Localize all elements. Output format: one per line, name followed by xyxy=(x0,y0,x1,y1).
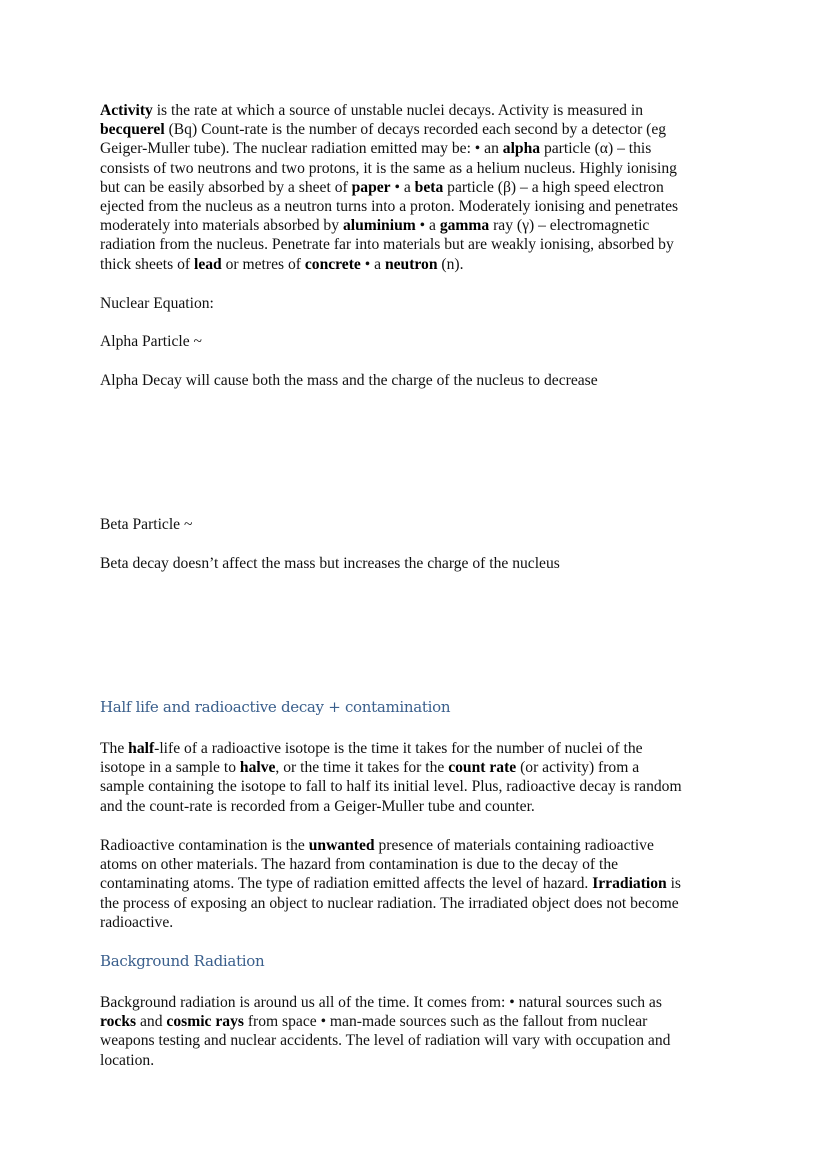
text-run: sample containing the isotope to fall to half its initial level. Plus, radioactive decay is random xyxy=(100,778,682,796)
text-line xyxy=(100,993,732,1012)
text-run: and xyxy=(136,1013,167,1031)
text-line xyxy=(100,120,732,139)
text-run: thick sheets of xyxy=(100,255,194,273)
background-radiation-heading: Background Radiation xyxy=(100,952,265,970)
bold-term: count rate xyxy=(448,759,517,777)
background-radiation-paragraph xyxy=(100,993,732,1070)
text-line xyxy=(100,797,732,816)
text-line xyxy=(100,894,732,913)
alpha-particle-label: Alpha Particle ~ xyxy=(100,333,202,350)
text-run: particle (β) – a high speed electron xyxy=(443,178,664,196)
bold-term: alpha xyxy=(502,140,541,158)
bold-term: concrete xyxy=(304,255,361,273)
text-run: but can be easily absorbed by a sheet of xyxy=(100,178,352,196)
text-run: radiation from the nucleus. Penetrate far into materials but are weakly ionising, absorbed by xyxy=(100,236,674,254)
text-run: (n). xyxy=(437,255,464,273)
text-run: (Bq) Count-rate is the number of decays recorded each second by a detector (eg xyxy=(164,121,667,139)
text-run: Geiger-Muller tube). The nuclear radiation emitted may be: • an xyxy=(100,140,503,158)
text-run: The xyxy=(100,740,129,757)
text-run: is xyxy=(666,875,682,893)
text-line xyxy=(100,216,732,235)
bold-term: neutron xyxy=(384,255,438,273)
text-run: -life of a radioactive isotope is the time it takes for the number of nuclei of the xyxy=(154,740,643,757)
bold-term: lead xyxy=(193,255,222,273)
bold-term: becquerel xyxy=(100,121,165,139)
alpha-decay-text: Alpha Decay will cause both the mass and the charge of the nucleus to decrease xyxy=(100,372,598,389)
text-line xyxy=(100,1031,732,1050)
text-run: atoms on other materials. The hazard from contamination is due to the decay of the xyxy=(100,856,619,874)
text-run: isotope in a sample to xyxy=(100,759,240,777)
text-line xyxy=(100,913,732,932)
text-line xyxy=(100,255,732,274)
text-run: ejected from the nucleus as a neutron turns into a proton. Moderately ionising and penetrates xyxy=(100,198,679,216)
text-run: contaminating atoms. The type of radiation emitted affects the level of hazard. xyxy=(100,875,593,893)
bold-term: unwanted xyxy=(308,837,375,854)
text-run: • a xyxy=(390,178,415,196)
text-line xyxy=(100,101,732,120)
bold-term: half xyxy=(128,740,155,757)
bold-term: gamma xyxy=(439,217,490,235)
text-run: location. xyxy=(100,1051,155,1069)
text-run: the process of exposing an object to nuclear radiation. The irradiated object does not become xyxy=(100,894,679,912)
text-line xyxy=(100,139,732,158)
text-run: moderately into materials absorbed by xyxy=(100,217,343,235)
bold-term: aluminium xyxy=(342,217,416,235)
text-run: particle (α) – this xyxy=(540,140,652,158)
contamination-paragraph xyxy=(100,836,732,932)
beta-decay-text: Beta decay doesn’t affect the mass but increases the charge of the nucleus xyxy=(100,555,560,572)
text-line xyxy=(100,197,732,216)
half-life-paragraph xyxy=(100,739,732,816)
bold-term: Activity xyxy=(100,102,153,119)
bold-term: rocks xyxy=(100,1013,137,1031)
text-run: and the count-rate is recorded from a Geiger-Muller tube and counter. xyxy=(100,797,535,815)
beta-particle-label: Beta Particle ~ xyxy=(100,516,193,533)
text-line xyxy=(100,739,732,758)
bold-term: paper xyxy=(351,178,391,196)
text-line xyxy=(100,1051,732,1070)
text-run: Background radiation is around us all of the time. It comes from: • natural sources such as xyxy=(100,994,662,1011)
text-line xyxy=(100,855,732,874)
bold-term: Irradiation xyxy=(592,875,667,893)
text-run: radioactive. xyxy=(100,913,174,931)
text-line xyxy=(100,235,732,254)
text-run: , or the time it takes for the xyxy=(275,759,449,777)
text-line xyxy=(100,178,732,197)
half-life-heading: Half life and radioactive decay + contamination xyxy=(100,698,451,716)
text-run: (or activity) from a xyxy=(516,759,640,777)
text-line xyxy=(100,758,732,777)
text-line xyxy=(100,874,732,893)
text-run: consists of two neutrons and two protons, it is the same as a helium nucleus. Highly ionising xyxy=(100,159,677,177)
bold-term: halve xyxy=(239,759,276,777)
text-run: or metres of xyxy=(221,255,305,273)
text-run: weapons testing and nuclear accidents. The level of radiation will vary with occupation and xyxy=(100,1032,671,1050)
text-line xyxy=(100,1012,732,1031)
text-run: is the rate at which a source of unstable nuclei decays. Activity is measured in xyxy=(152,102,644,119)
text-line xyxy=(100,777,732,796)
text-run: presence of materials containing radioactive xyxy=(374,837,654,854)
text-line xyxy=(100,159,732,178)
text-run: • a xyxy=(415,217,440,235)
text-run: from space • man-made sources such as the fallout from nuclear xyxy=(243,1013,648,1031)
bold-term: cosmic rays xyxy=(166,1013,244,1031)
bold-term: beta xyxy=(414,178,444,196)
nuclear-equation-label: Nuclear Equation: xyxy=(100,295,214,312)
text-line xyxy=(100,836,732,855)
intro-paragraph xyxy=(100,101,732,274)
text-run: Radioactive contamination is the xyxy=(100,837,309,854)
text-run: • a xyxy=(360,255,385,273)
text-run: ray (γ) – electromagnetic xyxy=(489,217,650,235)
